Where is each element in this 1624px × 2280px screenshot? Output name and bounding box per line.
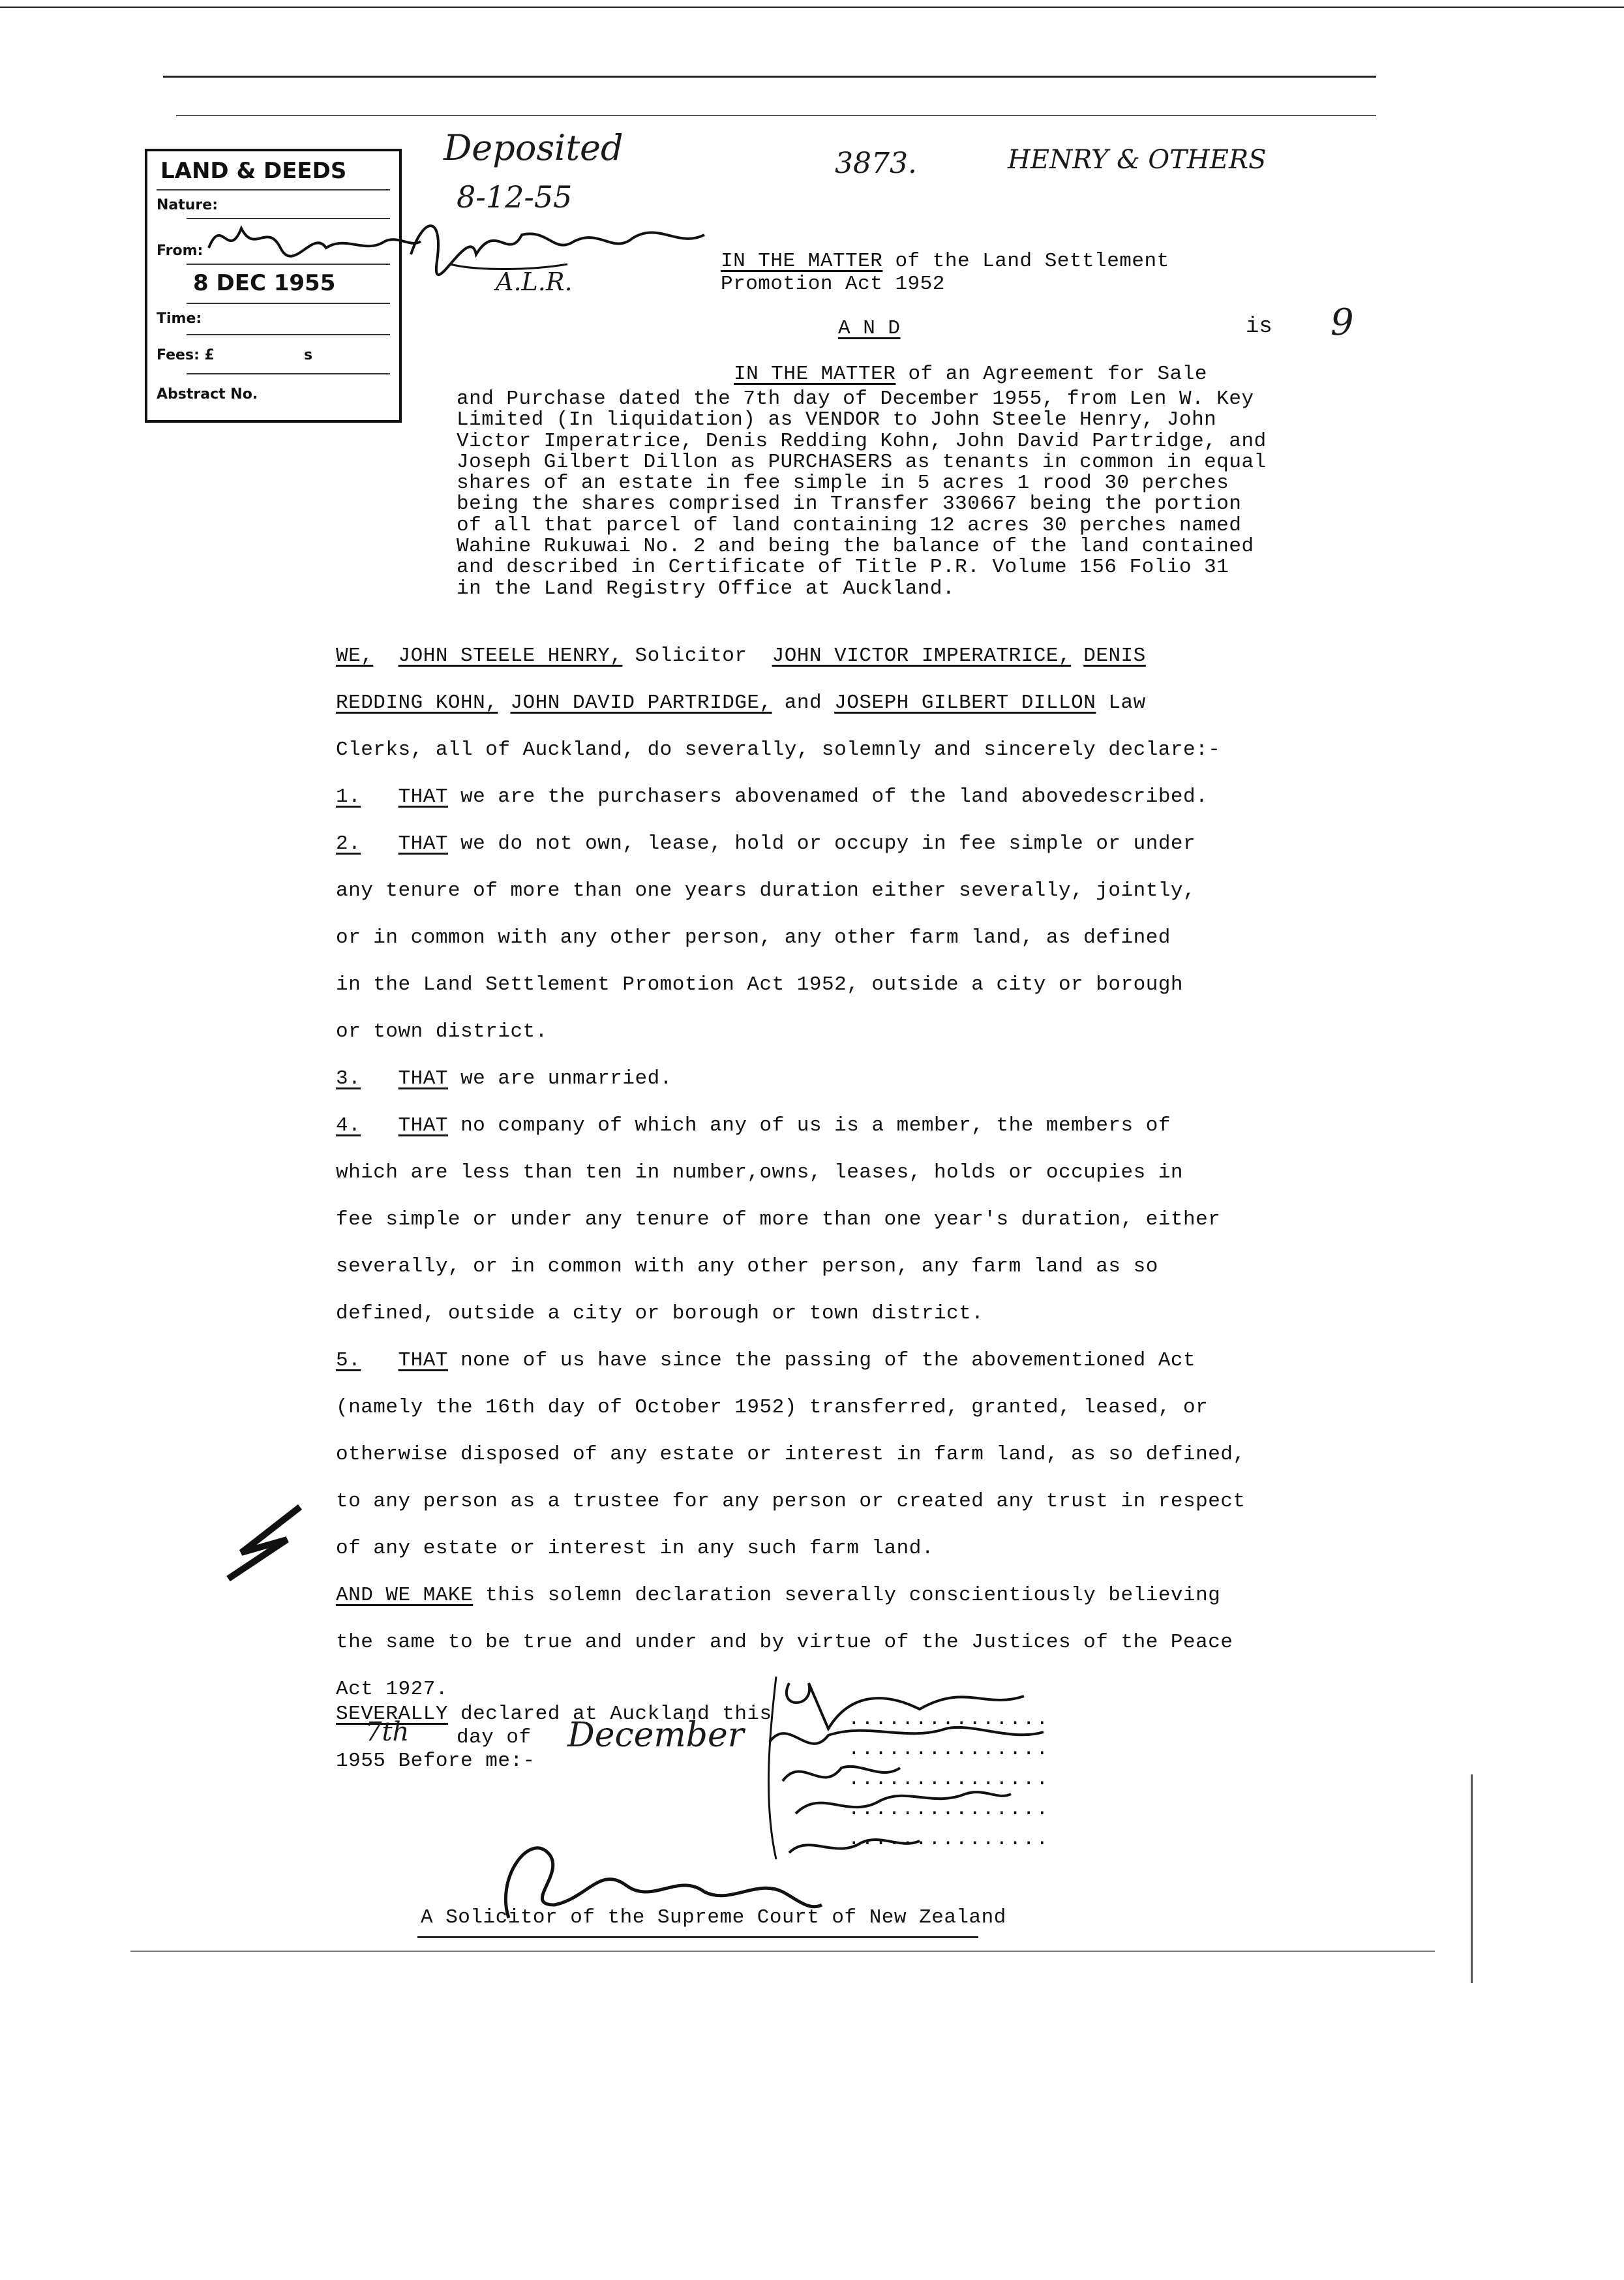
stamp-nature-label: Nature: <box>157 197 218 213</box>
recital-line: shares of an estate in fee simple in 5 acres 1 rood 30 perches <box>457 472 1229 495</box>
witness-rule <box>417 1936 978 1938</box>
clause-number: 3. <box>336 1067 361 1090</box>
we-word: WE, <box>336 645 374 667</box>
initials-alr: A.L.R. <box>496 267 573 296</box>
clause-3 <box>336 1056 1246 1102</box>
declarant-name-2: JOHN VICTOR IMPERATRICE, <box>772 645 1072 667</box>
stamp-fees-value: s <box>304 347 313 363</box>
clause-text: in the Land Settlement Promotion Act 1952, outside a city or borough <box>336 973 1184 996</box>
witness-signature-text <box>561 1859 564 1860</box>
recital-line: Wahine Rukuwai No. 2 and being the balance of the land contained <box>457 535 1254 558</box>
recital-line: of all that parcel of land containing 12 acres 30 perches named <box>457 513 1242 537</box>
stamp-time-label: Time: <box>157 311 202 327</box>
jurat-year-before: 1955 Before me:- <box>336 1750 535 1772</box>
clause-1 <box>336 774 1246 821</box>
stamp-fees-label: Fees: £ <box>157 347 215 363</box>
clause-text: or in common with any other person, any other farm land, as defined <box>336 926 1171 949</box>
clause-number: 1. <box>336 785 361 808</box>
clause-5 <box>336 1337 1246 1384</box>
file-number: 3873. <box>835 147 917 180</box>
clause-2 <box>336 821 1246 868</box>
solicitor-word: Solicitor <box>635 645 747 667</box>
jurat-severally: SEVERALLY <box>336 1703 448 1725</box>
stamp-title: LAND & DEEDS <box>160 158 347 184</box>
registrar-signature <box>398 209 724 281</box>
closing-text: the same to be true and under and by virtue of the Justices of the Peace <box>336 1631 1233 1654</box>
clause-text: fee simple or under any tenure of more than one year's duration, either <box>336 1208 1221 1231</box>
jurat-month-written: December <box>567 1716 744 1755</box>
clause-text: we are unmarried. <box>460 1067 672 1090</box>
matter2-lead: IN THE MATTER <box>734 363 896 386</box>
declare-line: Clerks, all of Auckland, do severally, solemnly and sincerely declare:- <box>336 738 1221 761</box>
clause-text: none of us have since the passing of the abovementioned Act <box>460 1349 1196 1372</box>
clause-text: no company of which any of us is a member, the members of <box>460 1114 1171 1137</box>
margin-tick-mark <box>215 1494 320 1585</box>
clause-text: severally, or in common with any other person, any farm land as so <box>336 1255 1158 1278</box>
recital-line: and described in Certificate of Title P.R. Volume 156 Folio 31 <box>457 556 1229 579</box>
header-rule <box>163 76 1376 78</box>
closing-text: this solemn declaration severally conscientiously believing <box>485 1584 1221 1607</box>
bottom-rule <box>130 1951 1435 1952</box>
recital-line: being the shares comprised in Transfer 330667 being the portion <box>457 493 1242 516</box>
clause-text: any tenure of more than one years duration either severally, jointly, <box>336 879 1196 902</box>
signature-dots-3: ............... <box>848 1768 1050 1791</box>
recital-line: Joseph Gilbert Dillon as PURCHASERS as tenants in common in equal <box>457 450 1267 474</box>
recital-line: Limited (In liquidation) as VENDOR to John Steele Henry, John <box>457 408 1217 432</box>
clause-text: (namely the 16th day of October 1952) transferred, granted, leased, or <box>336 1396 1209 1419</box>
declarant-name-5: JOSEPH GILBERT DILLON <box>834 692 1096 714</box>
closing-lead: AND WE MAKE <box>336 1584 474 1607</box>
declarant-name-3a: DENIS <box>1083 645 1146 667</box>
land-deeds-stamp <box>145 149 402 423</box>
clause-text: to any person as a trustee for any person or created any trust in respect <box>336 1490 1246 1513</box>
deposited-note: Deposited <box>444 127 624 168</box>
jurat-day-written: 7th <box>365 1717 410 1747</box>
header-rule-2 <box>176 115 1376 116</box>
right-edge-line <box>1471 1774 1473 1983</box>
top-scan-line <box>0 7 1624 8</box>
stamp-date: 8 DEC 1955 <box>193 270 336 296</box>
law-word: Law <box>1108 692 1146 714</box>
clause-lead: THAT <box>398 1067 448 1090</box>
clause-text: we do not own, lease, hold or occupy in fee simple or under <box>460 832 1196 855</box>
jurat-day-of: day of <box>457 1726 532 1749</box>
side-fragment: is <box>1246 314 1272 339</box>
clause-number: 2. <box>336 832 361 855</box>
declaration-body <box>336 633 1246 1713</box>
and-word: and <box>784 692 822 714</box>
clause-4 <box>336 1102 1246 1149</box>
signature-dots-4: ............... <box>848 1798 1050 1821</box>
matter1-line2: Promotion Act 1952 <box>721 273 945 296</box>
stamp-handwritten-name <box>202 215 424 267</box>
side-number: 9 <box>1331 301 1354 344</box>
signature-dots-1: ............... <box>848 1708 1050 1731</box>
witness-caption: A Solicitor of the Supreme Court of New Zealand <box>421 1906 1006 1929</box>
clause-number: 5. <box>336 1349 361 1372</box>
recital-block <box>457 389 1267 600</box>
declarants-line-2 <box>336 680 1246 727</box>
clause-text: which are less than ten in number,owns, leases, holds or occupies in <box>336 1161 1184 1184</box>
declarant-name-4: JOHN DAVID PARTRIDGE, <box>510 692 772 714</box>
clause-text: we are the purchasers abovenamed of the land abovedescribed. <box>460 785 1209 808</box>
clause-text: otherwise disposed of any estate or interest in farm land, as so defined, <box>336 1443 1246 1466</box>
matter1-lead: IN THE MATTER <box>721 250 883 273</box>
clause-lead: THAT <box>398 1349 448 1372</box>
declarant-name-1: JOHN STEELE HENRY, <box>398 645 623 667</box>
declarants-line-1 <box>336 633 1246 680</box>
recital-line: and Purchase dated the 7th day of December 1955, from Len W. Key <box>457 388 1254 410</box>
recital-line: in the Land Registry Office at Auckland. <box>457 577 955 600</box>
stamp-from-label: From: <box>157 243 203 259</box>
declarant-name-3b: REDDING KOHN, <box>336 692 498 714</box>
matter2-rest: of an Agreement for Sale <box>908 363 1207 386</box>
clause-lead: THAT <box>398 785 448 808</box>
matter1-rest: of the Land Settlement <box>895 250 1169 273</box>
clause-lead: THAT <box>398 832 448 855</box>
file-names: HENRY & OTHERS <box>1008 145 1267 175</box>
stamp-abstract-label: Abstract No. <box>157 386 258 403</box>
clause-number: 4. <box>336 1114 361 1137</box>
clause-text: of any estate or interest in any such farm land. <box>336 1537 934 1560</box>
clause-text: defined, outside a city or borough or town district. <box>336 1302 984 1325</box>
and-heading: A N D <box>838 317 901 340</box>
closing-line-1 <box>336 1572 1246 1619</box>
deposited-date: 8-12-55 <box>457 179 573 215</box>
signature-dots-5: ............... <box>848 1828 1050 1851</box>
jurat-declared: declared at Auckland this <box>460 1703 772 1725</box>
clause-text: or town district. <box>336 1020 548 1043</box>
recital-line: Victor Imperatrice, Denis Redding Kohn, John David Partridge, and <box>457 429 1267 453</box>
closing-text: Act 1927. <box>336 1678 448 1701</box>
clause-lead: THAT <box>398 1114 448 1137</box>
signature-dots-2: ............... <box>848 1738 1050 1761</box>
